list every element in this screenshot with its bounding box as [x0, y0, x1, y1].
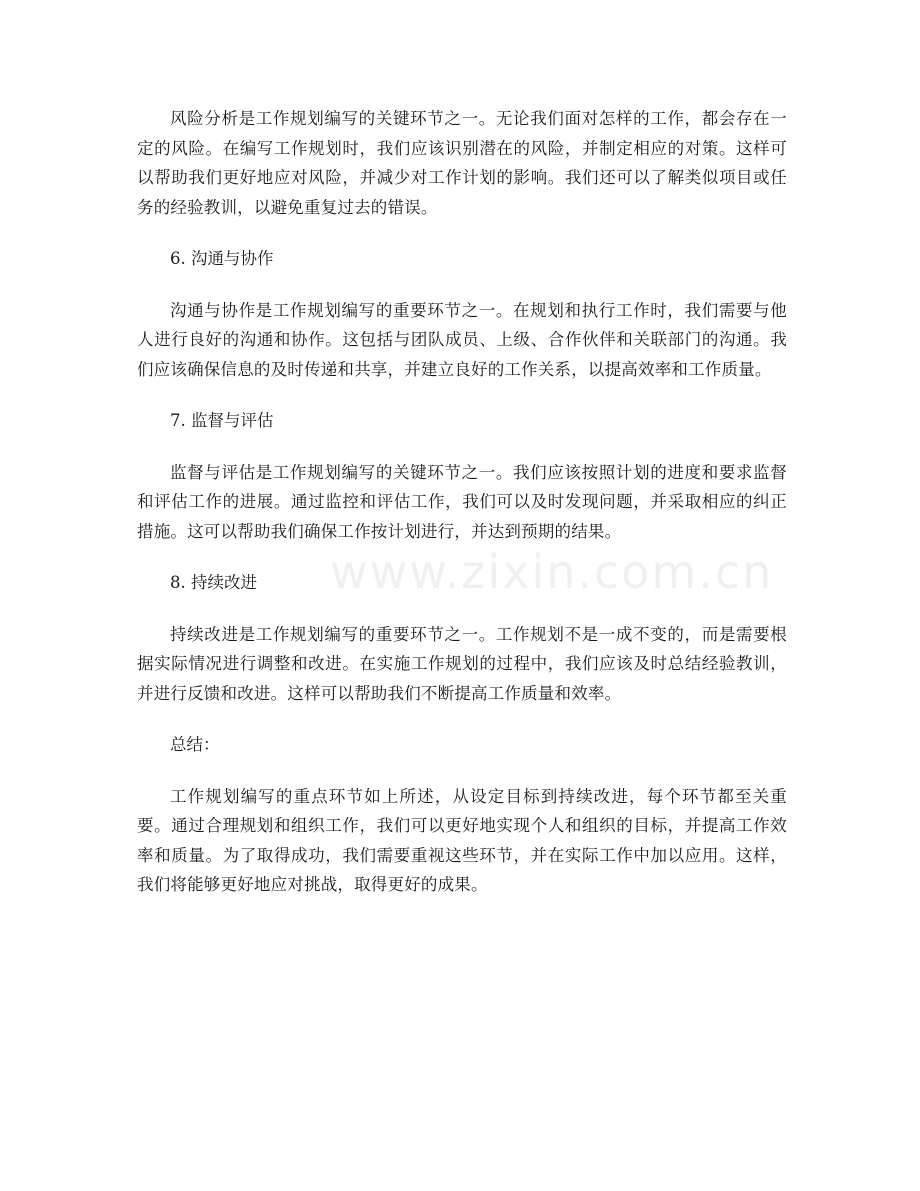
- paragraph-monitoring: 监督与评估是工作规划编写的关键环节之一。我们应该按照计划的进度和要求监督和评估工作的进展。通过监控和评估工作，我们可以及时发现问题，并采取相应的纠正措施。这可以帮助我们确保工作按计划进行，并达到预期的结果。: [137, 462, 787, 541]
- heading-communication: 6. 沟通与协作: [170, 249, 274, 268]
- heading-summary: 总结：: [170, 735, 220, 754]
- heading-improvement: 8. 持续改进: [170, 573, 257, 592]
- paragraph-summary: 工作规划编写的重点环节如上所述，从设定目标到持续改进，每个环节都至关重要。通过合理规划和组织工作，我们可以更好地实现个人和组织的目标，并提高工作效率和质量。为了取得成功，我们需要重视这些环节，并在实际工作中加以应用。这样，我们将能够更好地应对挑战，取得更好的成果。: [137, 786, 787, 894]
- heading-monitoring: 7. 监督与评估: [170, 411, 274, 430]
- paragraph-communication: 沟通与协作是工作规划编写的重要环节之一。在规划和执行工作时，我们需要与他人进行良好的沟通和协作。这包括与团队成员、上级、合作伙伴和关联部门的沟通。我们应该确保信息的及时传递和共享，并建立良好的工作关系，以提高效率和工作质量。: [137, 300, 787, 379]
- paragraph-improvement: 持续改进是工作规划编写的重要环节之一。工作规划不是一成不变的，而是需要根据实际情况进行调整和改进。在实施工作规划的过程中，我们应该及时总结经验教训，并进行反馈和改进。这样可以帮助我们不断提高工作质量和效率。: [137, 624, 787, 703]
- document-body: [137, 104, 787, 900]
- watermark: www.zixin.com.cn: [330, 545, 774, 599]
- paragraph-risk-analysis: 风险分析是工作规划编写的关键环节之一。无论我们面对怎样的工作，都会存在一定的风险。在编写工作规划时，我们应该识别潜在的风险，并制定相应的对策。这样可以帮助我们更好地应对风险，并减少对工作计划的影响。我们还可以了解类似项目或任务的经验教训，以避免重复过去的错误。: [137, 109, 787, 217]
